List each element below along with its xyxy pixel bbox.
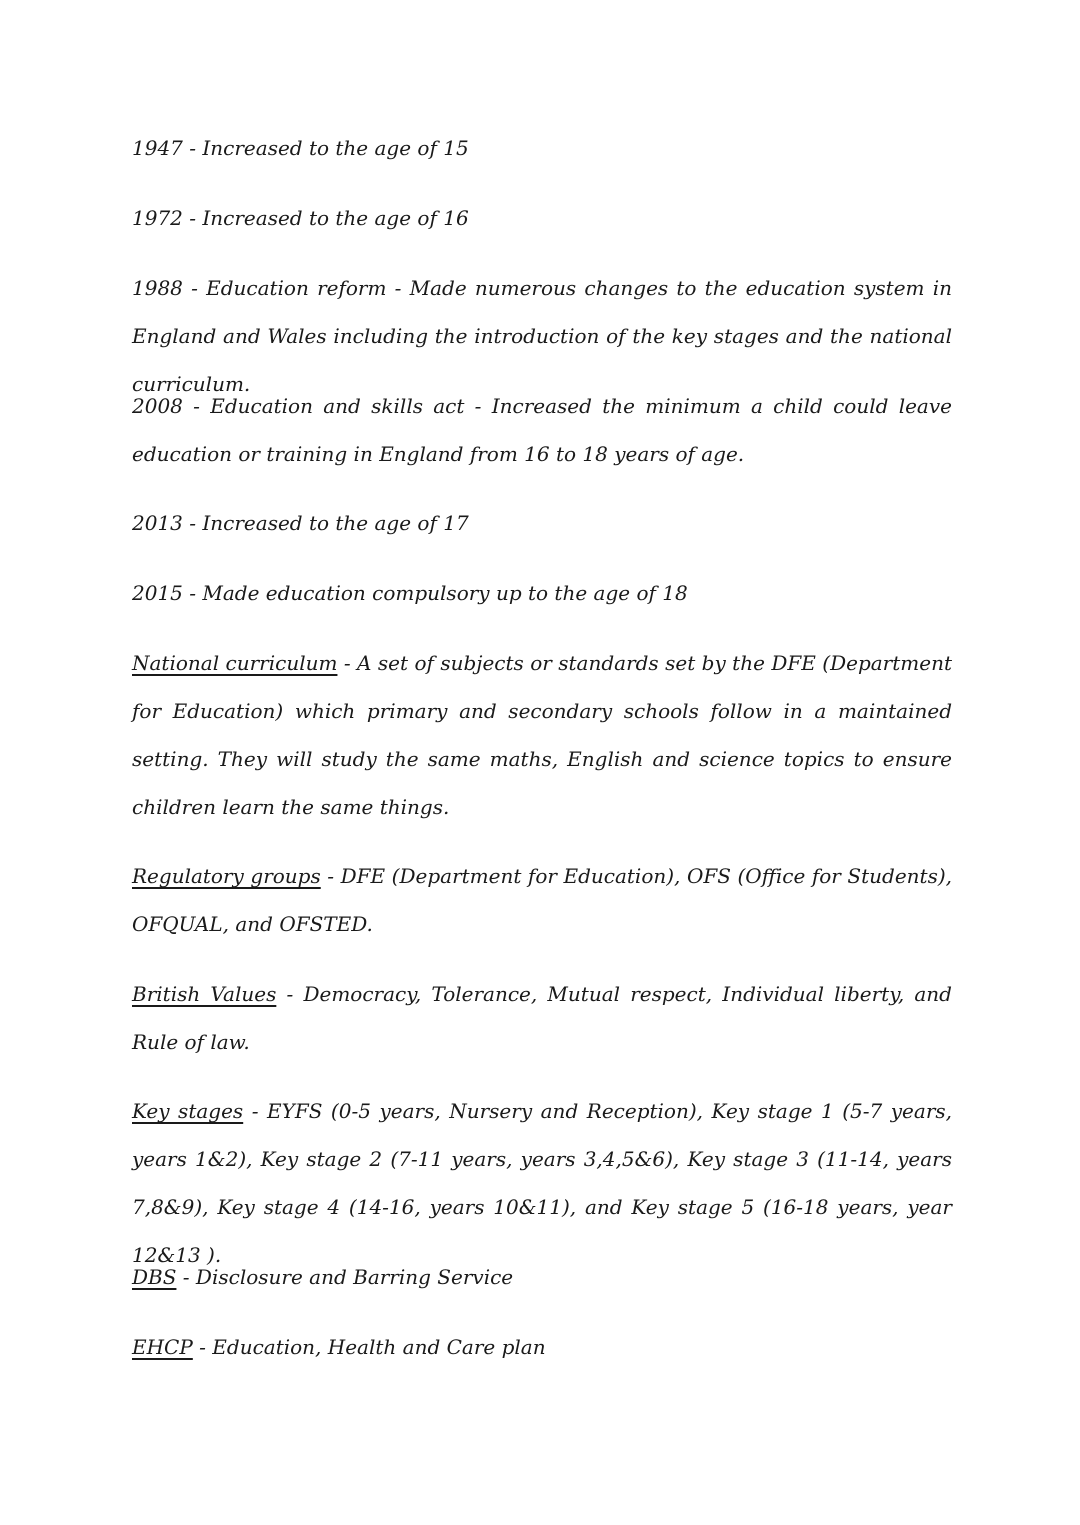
definition-text: DFE (Department for Education), OFS (Office for Students), OFQUAL, and OFSTED. xyxy=(132,864,952,936)
separator: - xyxy=(182,206,203,230)
definition-text: A set of subjects or standards set by the DFE (Department for Education) which primary and secondary schools follow in a maintained setting. They will study the same maths, English and science topics to ensure children learn the same things. xyxy=(132,651,952,819)
separator: - xyxy=(337,651,358,675)
timeline-entry-1947 xyxy=(132,124,952,172)
definition-term: EHCP xyxy=(132,1335,193,1359)
timeline-year: 2008 xyxy=(132,394,183,418)
definition-text: Democracy, Tolerance, Mutual respect, Individual liberty, and Rule of law. xyxy=(132,982,952,1054)
definition-term: British Values xyxy=(132,982,277,1006)
definition-term: Regulatory groups xyxy=(132,864,321,888)
definition-british-values xyxy=(132,970,952,1066)
separator: - xyxy=(182,581,203,605)
definition-term: Key stages xyxy=(132,1099,244,1123)
timeline-entry-2008 xyxy=(132,382,952,478)
separator: - xyxy=(320,864,341,888)
definition-text: EYFS (0-5 years, Nursery and Reception), Key stage 1 (5-7 years, years 1&2), Key stage 2 (7-11 years, years 3,4,5&6), Key stage 3 (11-14, years 7,8&9), Key stage 4 (14-16, years 10&11), and Key stage 5 (16-18 years, year 12&13 ). xyxy=(132,1099,953,1267)
separator: - xyxy=(243,1099,268,1123)
timeline-entry-1972 xyxy=(132,194,952,242)
separator: - xyxy=(176,1265,196,1289)
separator: - xyxy=(182,276,207,300)
definition-text: Disclosure and Barring Service xyxy=(195,1265,514,1289)
timeline-text: Increased to the age of 15 xyxy=(202,136,469,160)
separator: - xyxy=(182,394,211,418)
definition-regulatory-groups xyxy=(132,852,952,948)
timeline-year: 2015 xyxy=(132,581,183,605)
definition-key-stages xyxy=(132,1087,952,1279)
separator: - xyxy=(276,982,304,1006)
timeline-text: Increased to the age of 17 xyxy=(202,511,469,535)
definition-dbs xyxy=(132,1253,952,1301)
timeline-year: 2013 xyxy=(132,511,183,535)
timeline-text: Made education compulsory up to the age of 18 xyxy=(202,581,688,605)
timeline-entry-2013 xyxy=(132,499,952,547)
definition-text: Education, Health and Care plan xyxy=(212,1335,546,1359)
timeline-text: Increased to the age of 16 xyxy=(202,206,469,230)
definition-term: National curriculum xyxy=(132,651,338,675)
timeline-entry-2015 xyxy=(132,569,952,617)
timeline-text: Education reform - Made numerous changes to the education system in England and Wales including the introduction of the key stages and the national curriculum. xyxy=(132,276,952,396)
timeline-year: 1988 xyxy=(132,276,183,300)
definition-national-curriculum xyxy=(132,639,952,831)
timeline-year: 1947 xyxy=(132,136,183,160)
timeline-year: 1972 xyxy=(132,206,183,230)
definition-ehcp xyxy=(132,1323,952,1371)
definition-term: DBS xyxy=(132,1265,177,1289)
separator: - xyxy=(182,511,203,535)
separator: - xyxy=(182,136,203,160)
timeline-text: Education and skills act - Increased the minimum a child could leave education or training in England from 16 to 18 years of age. xyxy=(132,394,952,466)
separator: - xyxy=(192,1335,213,1359)
